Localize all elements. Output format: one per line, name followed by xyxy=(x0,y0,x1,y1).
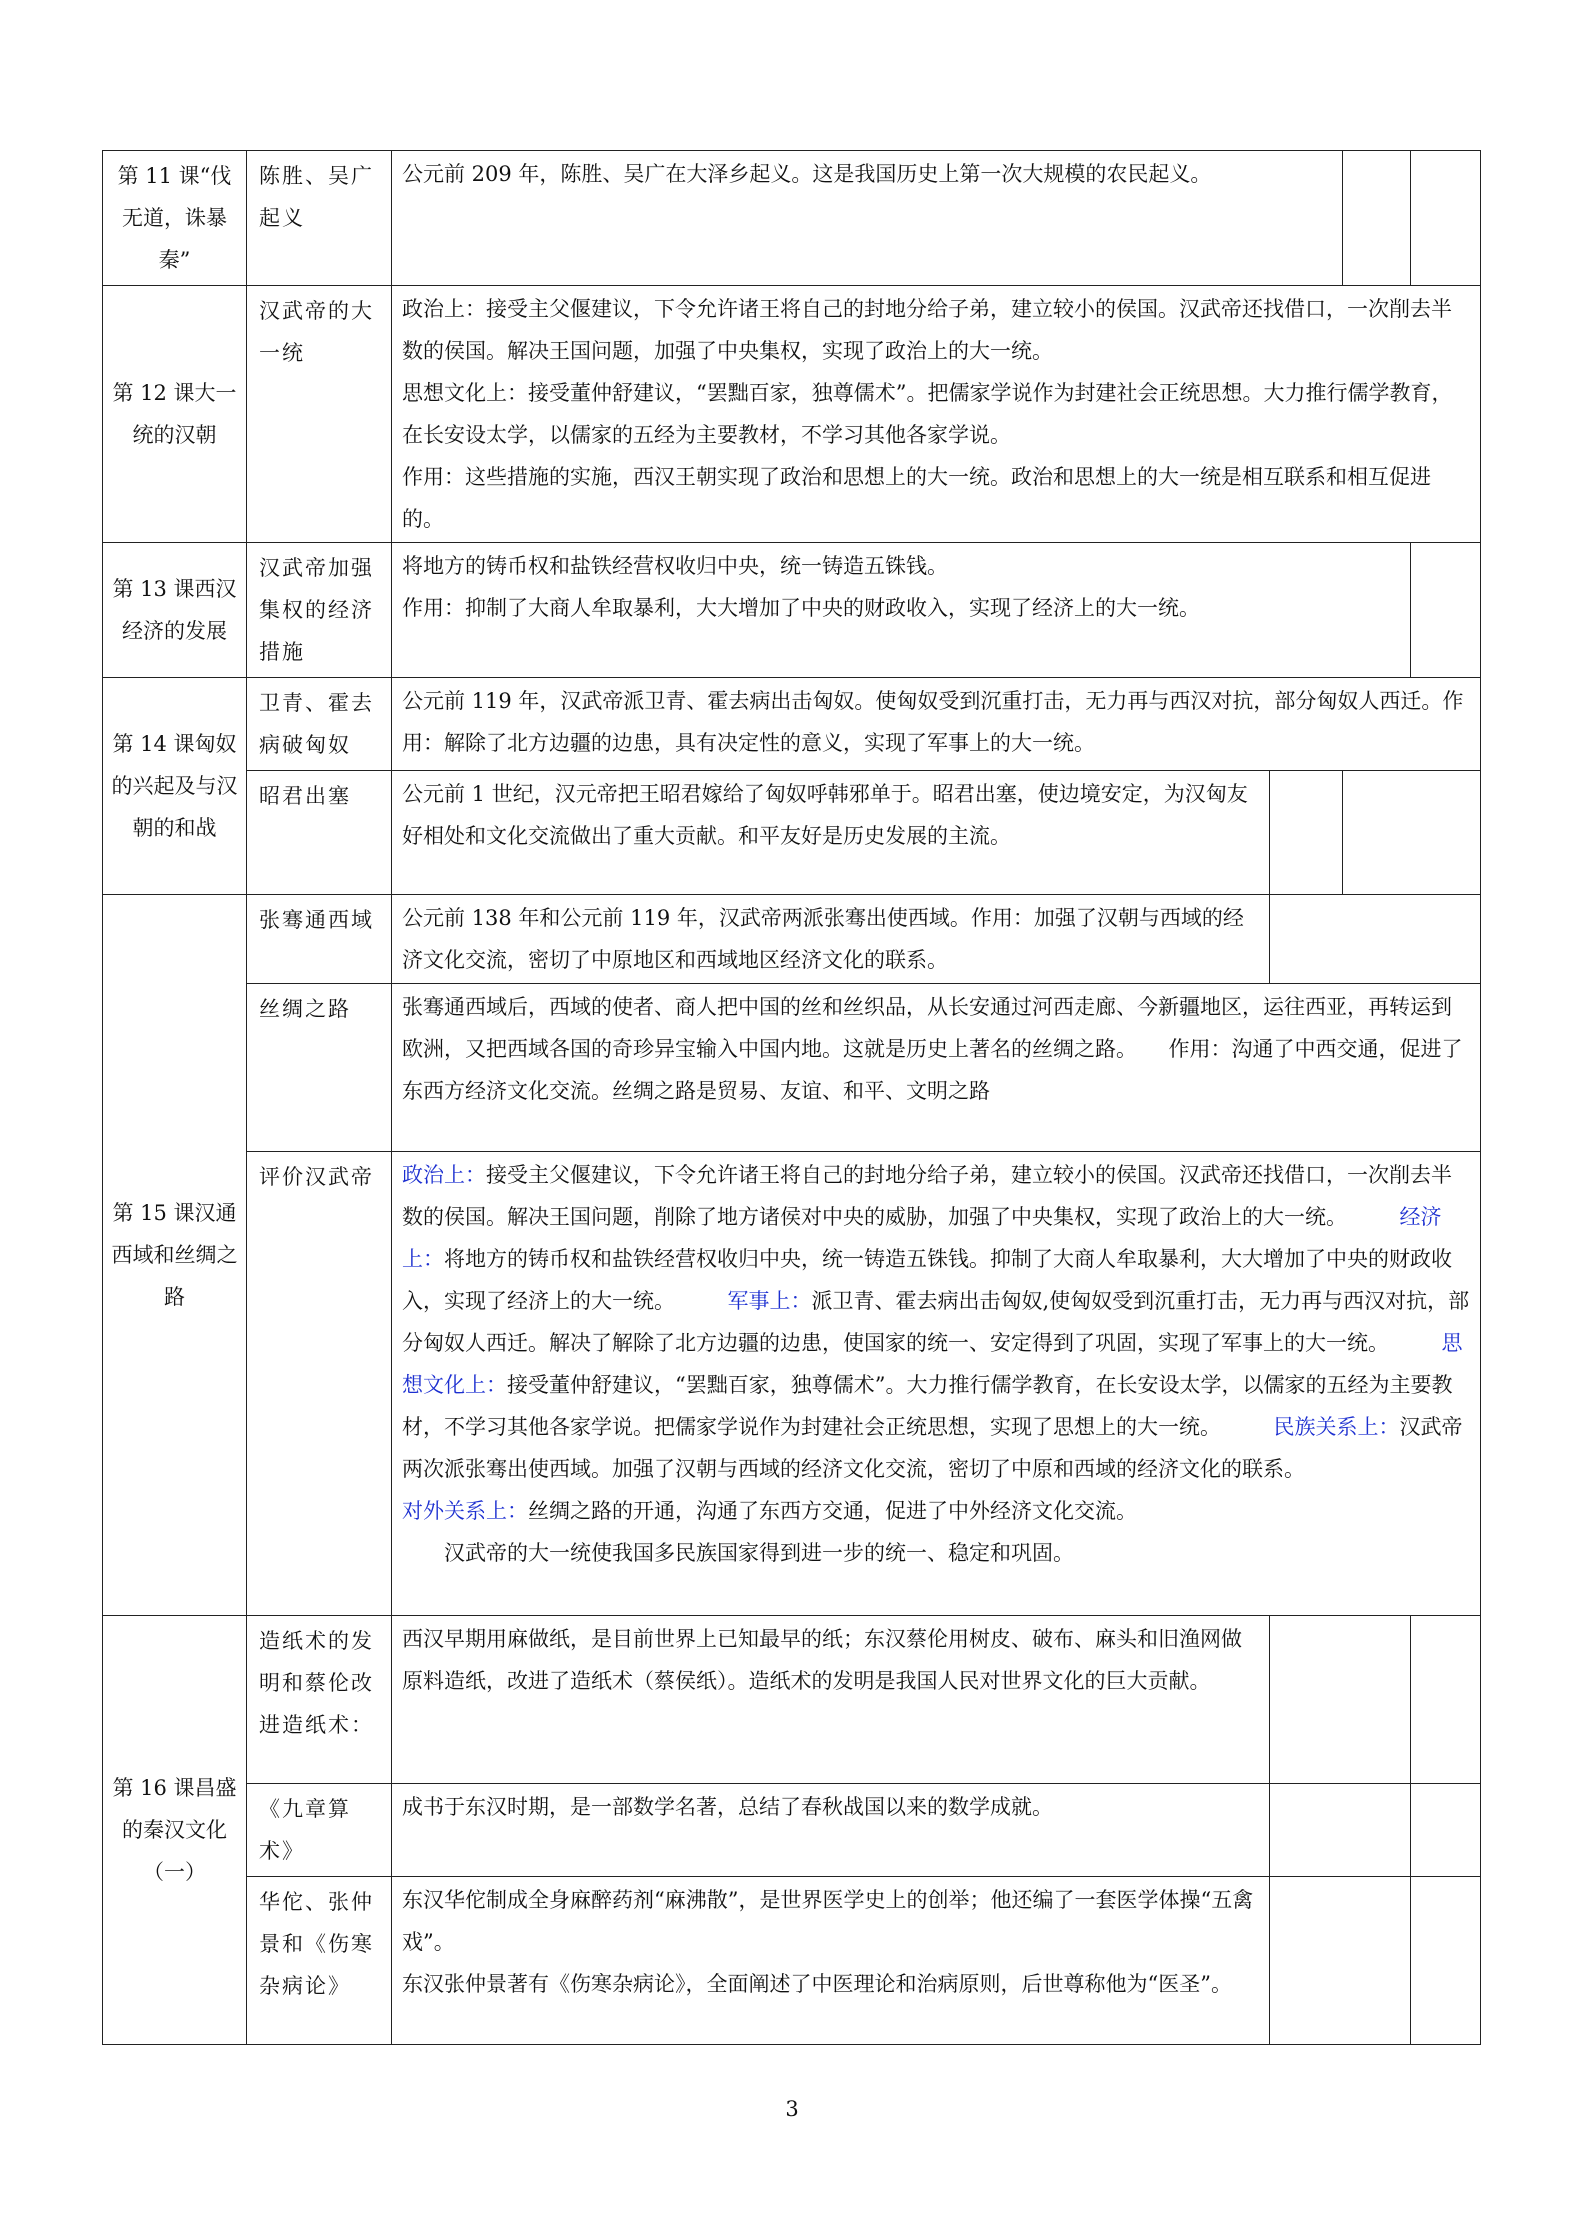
text-thought: 接受董仲舒建议，“罢黜百家，独尊儒术”。大力推行儒学教育，在长安设太学，以儒家的五经为主要教材，不学习其他各家学说。把儒家学说作为封建社会正统思想，实现了思想上的大一统。 xyxy=(402,1373,1453,1439)
content-papermaking: 西汉早期用麻做纸，是目前世界上已知最早的纸；东汉蔡伦用树皮、破布、麻头和旧渔网做原料造纸，改进了造纸术（蔡侯纸）。造纸术的发明是我国人民对世界文化的巨大贡献。 xyxy=(392,1616,1270,1784)
topic-papermaking: 造纸术的发明和蔡伦改进造纸术： xyxy=(247,1616,392,1784)
blank-cell xyxy=(1270,1784,1411,1877)
text-foreign: 丝绸之路的开通，沟通了东西方交通，促进了中外经济文化交流。 xyxy=(528,1499,1137,1523)
content-wei-qing-huo-qubing: 公元前 119 年，汉武帝派卫青、霍去病出击匈奴。使匈奴受到沉重打击，无力再与西汉对抗，部分匈奴人西迁。作用：解除了北方边疆的边患，具有决定性的意义，实现了军事上的大一统。 xyxy=(392,678,1481,771)
content-zhaojun: 公元前 1 世纪，汉元帝把王昭君嫁给了匈奴呼韩邪单于。昭君出塞，使边境安定，为汉匈友好相处和文化交流做出了重大贡献。和平友好是历史发展的主流。 xyxy=(392,771,1270,895)
content-economic-measures xyxy=(392,543,1411,678)
content-evaluate-han-wudi xyxy=(392,1152,1481,1616)
topic-evaluate-han-wudi: 评价汉武帝 xyxy=(247,1152,392,1616)
content-zhang-qian: 公元前 138 年和公元前 119 年，汉武帝两派张骞出使西域。作用：加强了汉朝与西域的经济文化交流，密切了中原地区和西域地区经济文化的联系。 xyxy=(392,895,1270,984)
lesson-15-title: 第 15 课汉通西域和丝绸之路 xyxy=(103,895,247,1616)
content-hua-tuo-zhang-zhongjing xyxy=(392,1877,1270,2045)
blank-cell xyxy=(1411,1877,1481,2045)
text-ethnic: 汉武帝两次派张骞出使西域。加强了汉朝与西域的经济文化交流，密切了中原和西域的经济文化的联系。 xyxy=(402,1415,1463,1481)
foreign-relations-line xyxy=(402,1490,1470,1532)
row-lesson-16b xyxy=(103,1784,1481,1877)
topic-hua-tuo-zhang-zhongjing: 华佗、张仲景和《伤寒杂病论》 xyxy=(247,1877,392,2045)
paragraph-effect: 作用：抑制了大商人牟取暴利，大大增加了中央的财政收入，实现了经济上的大一统。 xyxy=(402,596,1200,620)
topic-han-wudi-unification: 汉武帝的大一统 xyxy=(247,286,392,543)
lesson-14-title: 第 14 课匈奴的兴起及与汉朝的和战 xyxy=(103,678,247,895)
summary-line: 汉武帝的大一统使我国多民族国家得到进一步的统一、稳定和巩固。 xyxy=(444,1541,1074,1565)
text-economy: 将地方的铸币权和盐铁经营权收归中央，统一铸造五铢钱。抑制了大商人牟取暴利，大大增加了中央的财政收入，实现了经济上的大一统。 xyxy=(402,1247,1452,1313)
topic-zhaojun: 昭君出塞 xyxy=(247,771,392,895)
paragraph-hua-tuo: 东汉华佗制成全身麻醉药剂“麻沸散”，是世界医学史上的创举；他还编了一套医学体操“五禽戏”。 xyxy=(402,1888,1254,1954)
content-silk-road: 张骞通西域后，西域的使者、商人把中国的丝和丝织品，从长安通过河西走廊、今新疆地区，运往西亚，再转运到欧洲，又把西域各国的奇珍异宝输入中国内地。这就是历史上著名的丝绸之路。 作用：沟通了中西交通，促进了东西方经济文化交流。丝绸之路是贸易、友谊、和平、文明之路 xyxy=(392,984,1481,1152)
text-politics: 接受主父偃建议，下令允许诸王将自己的封地分给子弟，建立较小的侯国。汉武帝还找借口，一次削去半数的侯国。解决王国问题，削除了地方诸侯对中央的威胁，加强了中央集权，实现了政治上的大一统。 xyxy=(402,1163,1452,1229)
topic-economic-measures: 汉武帝加强集权的经济措施 xyxy=(247,543,392,678)
blank-cell xyxy=(1270,771,1343,895)
topic-nine-chapters: 《九章算术》 xyxy=(247,1784,392,1877)
label-politics: 政治上： xyxy=(402,1163,486,1187)
lesson-16-title: 第 16 课昌盛的秦汉文化（一） xyxy=(103,1616,247,2045)
row-lesson-14b xyxy=(103,771,1481,895)
topic-zhang-qian: 张骞通西域 xyxy=(247,895,392,984)
label-thought: 思想文化上： xyxy=(402,1331,1463,1397)
row-lesson-11 xyxy=(103,151,1481,286)
row-lesson-16c xyxy=(103,1877,1481,2045)
blank-cell xyxy=(1343,151,1411,286)
label-military: 军事上： xyxy=(727,1289,812,1313)
blank-cell xyxy=(1270,895,1481,984)
blank-cell xyxy=(1270,1616,1411,1784)
row-lesson-16a xyxy=(103,1616,1481,1784)
row-lesson-15b xyxy=(103,984,1481,1152)
paragraph-zhang-zhongjing: 东汉张仲景著有《伤寒杂病论》，全面阐述了中医理论和治病原则，后世尊称他为“医圣”。 xyxy=(402,1972,1232,1996)
lesson-13-title: 第 13 课西汉经济的发展 xyxy=(103,543,247,678)
topic-silk-road: 丝绸之路 xyxy=(247,984,392,1152)
blank-cell xyxy=(1343,771,1481,895)
paragraph-thought: 思想文化上：接受董仲舒建议，“罢黜百家，独尊儒术”。把儒家学说作为封建社会正统思想。大力推行儒学教育，在长安设太学，以儒家的五经为主要教材，不学习其他各家学说。 xyxy=(402,381,1453,447)
row-lesson-15a xyxy=(103,895,1481,984)
text-military: 派卫青、霍去病出击匈奴,使匈奴受到沉重打击，无力再与西汉对抗，部分匈奴人西迁。解决了解除了北方边疆的边患，使国家的统一、安定得到了巩固，实现了军事上的大一统。 xyxy=(402,1289,1470,1355)
page-number: 3 xyxy=(785,2097,799,2121)
blank-cell xyxy=(1411,1784,1481,1877)
paragraph-politics: 政治上：接受主父偃建议，下令允许诸王将自己的封地分给子弟，建立较小的侯国。汉武帝还找借口，一次削去半数的侯国。解决王国问题，加强了中央集权，实现了政治上的大一统。 xyxy=(402,297,1452,363)
label-economy: 经济上： xyxy=(402,1205,1442,1271)
row-lesson-14a xyxy=(103,678,1481,771)
blank-cell xyxy=(1270,1877,1411,2045)
content-chen-sheng-wu-guang: 公元前 209 年，陈胜、吴广在大泽乡起义。这是我国历史上第一次大规模的农民起义。 xyxy=(392,151,1343,286)
lesson-11-title: 第 11 课“伐无道，诛暴秦” xyxy=(103,151,247,286)
blank-cell xyxy=(1411,543,1481,678)
paragraph-coinage: 将地方的铸币权和盐铁经营权收归中央，统一铸造五铢钱。 xyxy=(402,554,948,578)
content-han-wudi-unification xyxy=(392,286,1481,543)
paragraph-effect: 作用：这些措施的实施，西汉王朝实现了政治和思想上的大一统。政治和思想上的大一统是相互联系和相互促进的。 xyxy=(402,465,1431,531)
blank-cell xyxy=(1411,1616,1481,1784)
row-lesson-13 xyxy=(103,543,1481,678)
lesson-12-title: 第 12 课大一统的汉朝 xyxy=(103,286,247,543)
row-lesson-15c xyxy=(103,1152,1481,1616)
topic-chen-sheng-wu-guang: 陈胜、吴广起义 xyxy=(247,151,392,286)
lesson-table xyxy=(102,150,1481,2045)
label-ethnic: 民族关系上： xyxy=(1273,1415,1400,1439)
row-lesson-12 xyxy=(103,286,1481,543)
content-nine-chapters: 成书于东汉时期，是一部数学名著，总结了春秋战国以来的数学成就。 xyxy=(392,1784,1270,1877)
topic-wei-qing-huo-qubing: 卫青、霍去病破匈奴 xyxy=(247,678,392,771)
blank-cell xyxy=(1411,151,1481,286)
label-foreign: 对外关系上： xyxy=(402,1499,528,1523)
